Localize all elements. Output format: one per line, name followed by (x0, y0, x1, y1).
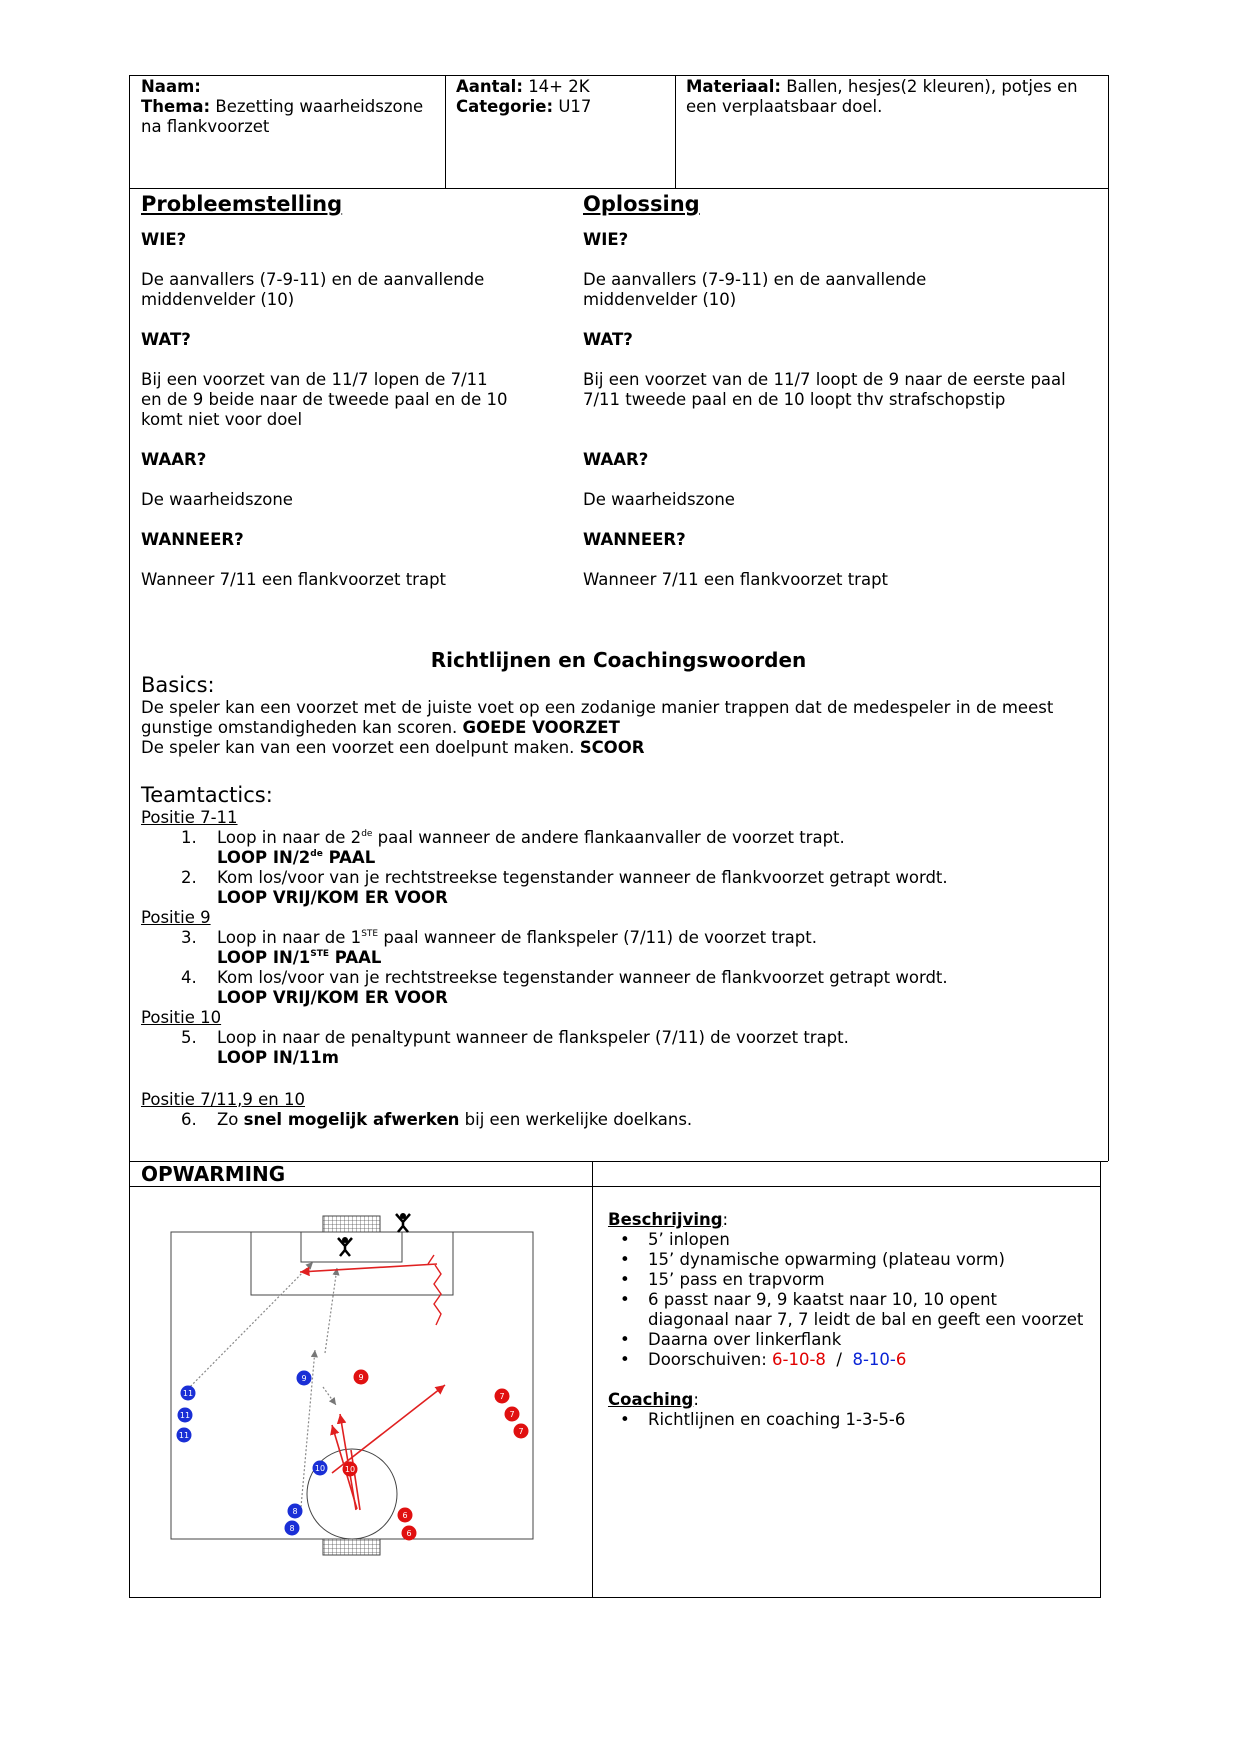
run-line-red (351, 1450, 360, 1510)
list-item-2 (141, 868, 1101, 888)
problem-wie-text: De aanvallers (7-9-11) en de aanvallende (141, 270, 485, 289)
naam-label: Naam: (141, 77, 201, 96)
solution-wat-label: WAT? (583, 330, 633, 349)
thema-value-cont: na flankvoorzet (141, 117, 270, 136)
problem-wat-text-cont-2: komt niet voor doel (141, 410, 303, 429)
player-label: 11 (178, 1431, 190, 1440)
player-red-7 (495, 1389, 510, 1404)
materiaal-label: Materiaal: (686, 77, 781, 96)
list-item-3-keyword: LOOP IN/1STE PAAL (217, 948, 382, 967)
frame-right-upper (1108, 75, 1109, 1161)
player-label: 11 (182, 1389, 194, 1398)
pass-line (325, 1268, 337, 1353)
thema-value: Bezetting waarheidszone (215, 97, 424, 116)
problem-column (141, 190, 561, 590)
problem-wanneer-label: WANNEER? (141, 530, 244, 549)
player-label: 10 (344, 1465, 356, 1474)
categorie-label: Categorie: (456, 97, 554, 116)
player-red-7 (505, 1407, 520, 1422)
list-item-3 (141, 928, 1101, 948)
frame-bottom (129, 1597, 1100, 1598)
list-item-6-text: Zo snel mogelijk afwerken bij een werkelijke doelkans. (217, 1110, 693, 1129)
player-label: 7 (509, 1410, 515, 1419)
problem-wie-text-cont: middenvelder (10) (141, 290, 295, 309)
player-label: 6 (402, 1511, 408, 1520)
goalkeeper-icon (396, 1213, 410, 1232)
solution-column (583, 190, 1103, 590)
aantal-value: 14+ 2K (528, 77, 590, 96)
thema-label: Thema: (141, 97, 211, 116)
warmup-list (608, 1230, 1083, 1370)
list-item-2-text: Kom los/voor van je rechtstreekse tegenstander wanneer de flankvoorzet getrapt wordt. (217, 868, 948, 887)
list-item-5-text: Loop in naar de penaltypunt wanneer de flankspeler (7/11) de voorzet trapt. (217, 1028, 849, 1047)
problem-wat-text: Bij een voorzet van de 11/7 lopen de 7/11 (141, 370, 488, 389)
list-item-4-text: Kom los/voor van je rechtstreekse tegenstander wanneer de flankvoorzet getrapt wordt. (217, 968, 948, 987)
materiaal-value-cont: een verplaatsbaar doel. (686, 97, 883, 116)
list-item-1-keyword: LOOP IN/2de PAAL (217, 848, 376, 867)
list-item-6-number: 6. (181, 1110, 197, 1129)
warmup-item: • 15’ dynamische opwarming (plateau vorm) (608, 1250, 1083, 1270)
list-item-1-text: Loop in naar de 2de paal wanneer de andere flankaanvaller de voorzet trapt. (217, 828, 845, 847)
solution-wat-text: Bij een voorzet van de 11/7 loopt de 9 naar de eerste paal (583, 370, 1066, 389)
player-label: 10 (314, 1464, 326, 1473)
coaching-list (608, 1410, 1083, 1430)
player-blue-8 (285, 1521, 300, 1536)
guidelines-title: Richtlijnen en Coachingswoorden (430, 648, 807, 672)
player-label: 9 (358, 1373, 364, 1382)
problem-waar-text: De waarheidszone (141, 490, 293, 509)
warmup-item-doorschuiven: • Doorschuiven: 6-10-8 / 8-10-6 (608, 1350, 1083, 1370)
solution-waar-label: WAAR? (583, 450, 649, 469)
pitch-diagram (160, 1200, 560, 1570)
frame-warmup-header-bottom (129, 1186, 1100, 1187)
basics-line-1: De speler kan een voorzet met de juiste voet op een zodanige manier trappen dat de medespeler in de meest (141, 698, 1054, 717)
frame-warmup-divider (592, 1161, 593, 1598)
player-red-6 (402, 1526, 417, 1541)
solution-title: Oplossing (583, 192, 700, 216)
list-item-1-number: 1. (181, 828, 197, 847)
goal-area (301, 1232, 402, 1262)
categorie-value: U17 (558, 97, 592, 116)
list-item-6 (141, 1110, 1101, 1130)
player-blue-11 (177, 1428, 192, 1443)
solution-wanneer-text: Wanneer 7/11 een flankvoorzet trapt (583, 570, 889, 589)
problem-wie-label: WIE? (141, 230, 187, 249)
warmup-item: • 15’ pass en trapvorm (608, 1270, 1083, 1290)
positie-7-11-label: Positie 7-11 (141, 808, 238, 827)
list-item-4 (141, 968, 1101, 988)
pass-line-red (332, 1385, 445, 1473)
player-red-10 (343, 1462, 358, 1477)
player-label: 6 (406, 1529, 412, 1538)
player-label: 7 (499, 1392, 505, 1401)
player-blue-10 (313, 1461, 328, 1476)
coaching-item: • Richtlijnen en coaching 1-3-5-6 (608, 1410, 1083, 1430)
player-red-6 (398, 1508, 413, 1523)
list-item-3-text: Loop in naar de 1STE paal wanneer de flankspeler (7/11) de voorzet trapt. (217, 928, 817, 947)
pass-line (182, 1262, 313, 1395)
warmup-item: • 6 passt naar 9, 9 kaatst naar 10, 10 opent diagonaal naar 7, 7 leidt de bal en geeft een voorzet (608, 1290, 1083, 1330)
header-materiaal-cell (686, 77, 1078, 117)
basics-keyword-scoor: SCOOR (579, 738, 645, 757)
list-item-4-number: 4. (181, 968, 197, 987)
materiaal-value: Ballen, hesjes(2 kleuren), potjes en (786, 77, 1078, 96)
player-blue-11 (181, 1386, 196, 1401)
frame-header-divider-1 (445, 75, 446, 188)
problem-wat-text-cont-1: en de 9 beide naar de tweede paal en de 10 (141, 390, 508, 409)
goalkeeper-icon (338, 1237, 352, 1256)
player-blue-9 (297, 1371, 312, 1386)
list-item-5-keyword: LOOP IN/11m (217, 1048, 339, 1067)
positie-9-label: Positie 9 (141, 908, 211, 927)
positie-10-label: Positie 10 (141, 1008, 222, 1027)
bottom-goal-net (323, 1539, 380, 1555)
problem-wat-label: WAT? (141, 330, 191, 349)
dribble-line (428, 1255, 434, 1264)
cross-line (300, 1264, 437, 1272)
top-goal-net (323, 1216, 380, 1232)
solution-wie-text-cont: middenvelder (10) (583, 290, 737, 309)
player-label: 9 (301, 1374, 307, 1383)
player-red-7 (514, 1424, 529, 1439)
player-label: 8 (289, 1524, 295, 1533)
solution-wie-label: WIE? (583, 230, 629, 249)
aantal-label: Aantal: (456, 77, 523, 96)
teamtactics-section (141, 782, 1101, 1130)
frame-header-divider-2 (675, 75, 676, 188)
player-blue-11 (178, 1408, 193, 1423)
header-aantal-cell (456, 77, 591, 117)
player-red-9 (354, 1370, 369, 1385)
frame-top (129, 75, 1108, 76)
teamtactics-heading: Teamtactics: (141, 783, 273, 807)
list-item-3-number: 3. (181, 928, 197, 947)
solution-wat-text-cont: 7/11 tweede paal en de 10 loopt thv strafschopstip (583, 390, 1006, 409)
basics-keyword-goede-voorzet: GOEDE VOORZET (462, 718, 620, 737)
player-label: 7 (518, 1427, 524, 1436)
problem-waar-label: WAAR? (141, 450, 207, 469)
positie-all-label: Positie 7/11,9 en 10 (141, 1090, 305, 1109)
basics-section (141, 672, 1053, 758)
list-item-2-keyword: LOOP VRIJ/KOM ER VOOR (217, 888, 448, 907)
problem-title: Probleemstelling (141, 192, 343, 216)
list-item-4-keyword: LOOP VRIJ/KOM ER VOOR (217, 988, 448, 1007)
problem-wanneer-text: Wanneer 7/11 een flankvoorzet trapt (141, 570, 447, 589)
frame-left (129, 75, 130, 1598)
list-item-1 (141, 828, 1101, 848)
frame-right-lower (1100, 1161, 1101, 1598)
player-label: 8 (292, 1507, 298, 1516)
pass-line (323, 1387, 336, 1405)
frame-header-bottom (129, 188, 1108, 189)
solution-wie-text: De aanvallers (7-9-11) en de aanvallende (583, 270, 927, 289)
warmup-item: • 5’ inlopen (608, 1230, 1083, 1250)
beschrijving-label: Beschrijving (608, 1210, 723, 1229)
warmup-description: Beschrijving: • 5’ inlopen • 15’ dynamische opwarming (plateau vorm) • 15’ pass en trapvorm • 6 passt naar 9, 9 kaatst naar 10, 10 opent diagonaal naar 7, 7 leidt de bal en geeft een voorzet • Daarna over linkerflank • Doorschuiven: 6-10-8 / 8-10-6 Coaching: • Richtlijnen en coaching 1-3-5-6 (608, 1210, 1083, 1430)
warmup-title: OPWARMING (141, 1162, 286, 1186)
penalty-area (251, 1232, 453, 1295)
player-blue-8 (288, 1504, 303, 1519)
basics-line-2: gunstige omstandigheden kan scoren. (141, 718, 463, 737)
basics-heading: Basics: (141, 673, 215, 697)
list-item-2-number: 2. (181, 868, 197, 887)
list-item-5-number: 5. (181, 1028, 197, 1047)
player-label: 11 (179, 1411, 191, 1420)
basics-line-3: De speler kan van een voorzet een doelpunt maken. (141, 738, 580, 757)
header-naam-cell (141, 77, 423, 137)
coaching-label: Coaching (608, 1390, 694, 1409)
solution-wanneer-label: WANNEER? (583, 530, 686, 549)
list-item-5 (141, 1028, 1101, 1048)
solution-waar-text: De waarheidszone (583, 490, 735, 509)
warmup-item: • Daarna over linkerflank (608, 1330, 1083, 1350)
